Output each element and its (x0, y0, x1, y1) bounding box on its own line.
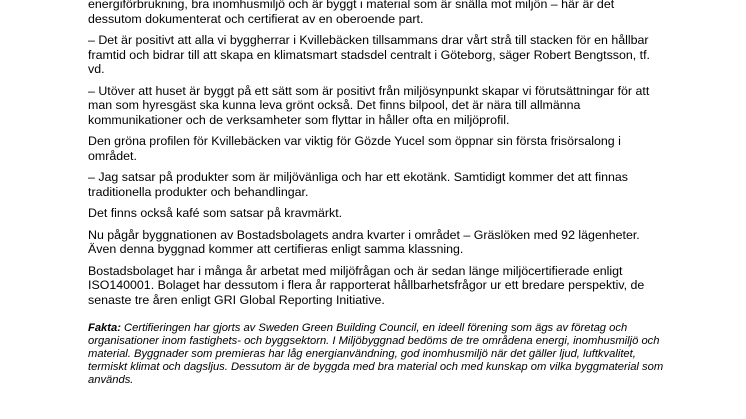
paragraph: Det finns också kafé som satsar på kravmärkt. (88, 206, 343, 220)
paragraph: – Det är positivt att alla vi byggherrar i Kvillebäcken tillsammans drar vårt strå till stacken för en hållbar framtid och bidrar till att skapa en klimatsmart stadsdel centralt i Göteborg, säger Robert Bengtsson, tf. vd. (88, 33, 650, 76)
paragraph: – Utöver att huset är byggt på ett sätt som är positivt från miljösynpunkt skapar vi förutsättningar för att man som hyresgäst ska kunna leva grönt också. Det finns bilpool, det är nära till allmänna kommunikationer och de verksamheter som flyttar in håller ofta en miljöprofil. (88, 83, 650, 127)
paragraph: energiförbrukning, bra inomhusmiljö och är byggt i material som är snälla mot miljön – här är det dessutom dokumenterat och certifierat av en oberoende part. (88, 0, 615, 26)
document-body (88, 0, 668, 394)
fakta-box (88, 322, 668, 387)
paragraph: Den gröna profilen för Kvillebäcken var viktig för Gözde Yucel som öppnar sin första frisörsalong i området. (88, 134, 621, 163)
fakta-label: Fakta: (88, 322, 121, 334)
paragraph: Nu pågår byggnationen av Bostadsbolagets andra kvarter i området – Gräslöken med 92 lägenheter. Även denna byggnad kommer att certifieras enligt samma klassning. (88, 227, 640, 256)
paragraph: – Jag satsar på produkter som är miljövänliga och har ett ekotänk. Samtidigt kommer det att finnas traditionella produkter och behandlingar. (88, 170, 628, 199)
fakta-text: Certifieringen har gjorts av Sweden Green Building Council, en ideell förening som ägs av företag och organisationer inom fastighets- och byggsektorn. I Miljöbyggnad bedöms de tre områdena energi, inomhusmiljö och material. Byggnader som premieras har låg energianvändning, god inomhusmiljö när det gäller ljud, luftkvalitet, termiskt klimat och dagsljus. Dessutom är de byggda med bra material och med kunskap om vilka byggmaterial som används. (88, 322, 664, 386)
paragraph: Bostadsbolaget har i många år arbetat med miljöfrågan och är sedan länge miljöcertifierade enligt ISO140001. Bolaget har dessutom i flera år rapporterat hållbarhetsfrågor ur ett bredare perspektiv, de senaste tre åren enligt GRI Global Reporting Initiative. (88, 263, 645, 307)
